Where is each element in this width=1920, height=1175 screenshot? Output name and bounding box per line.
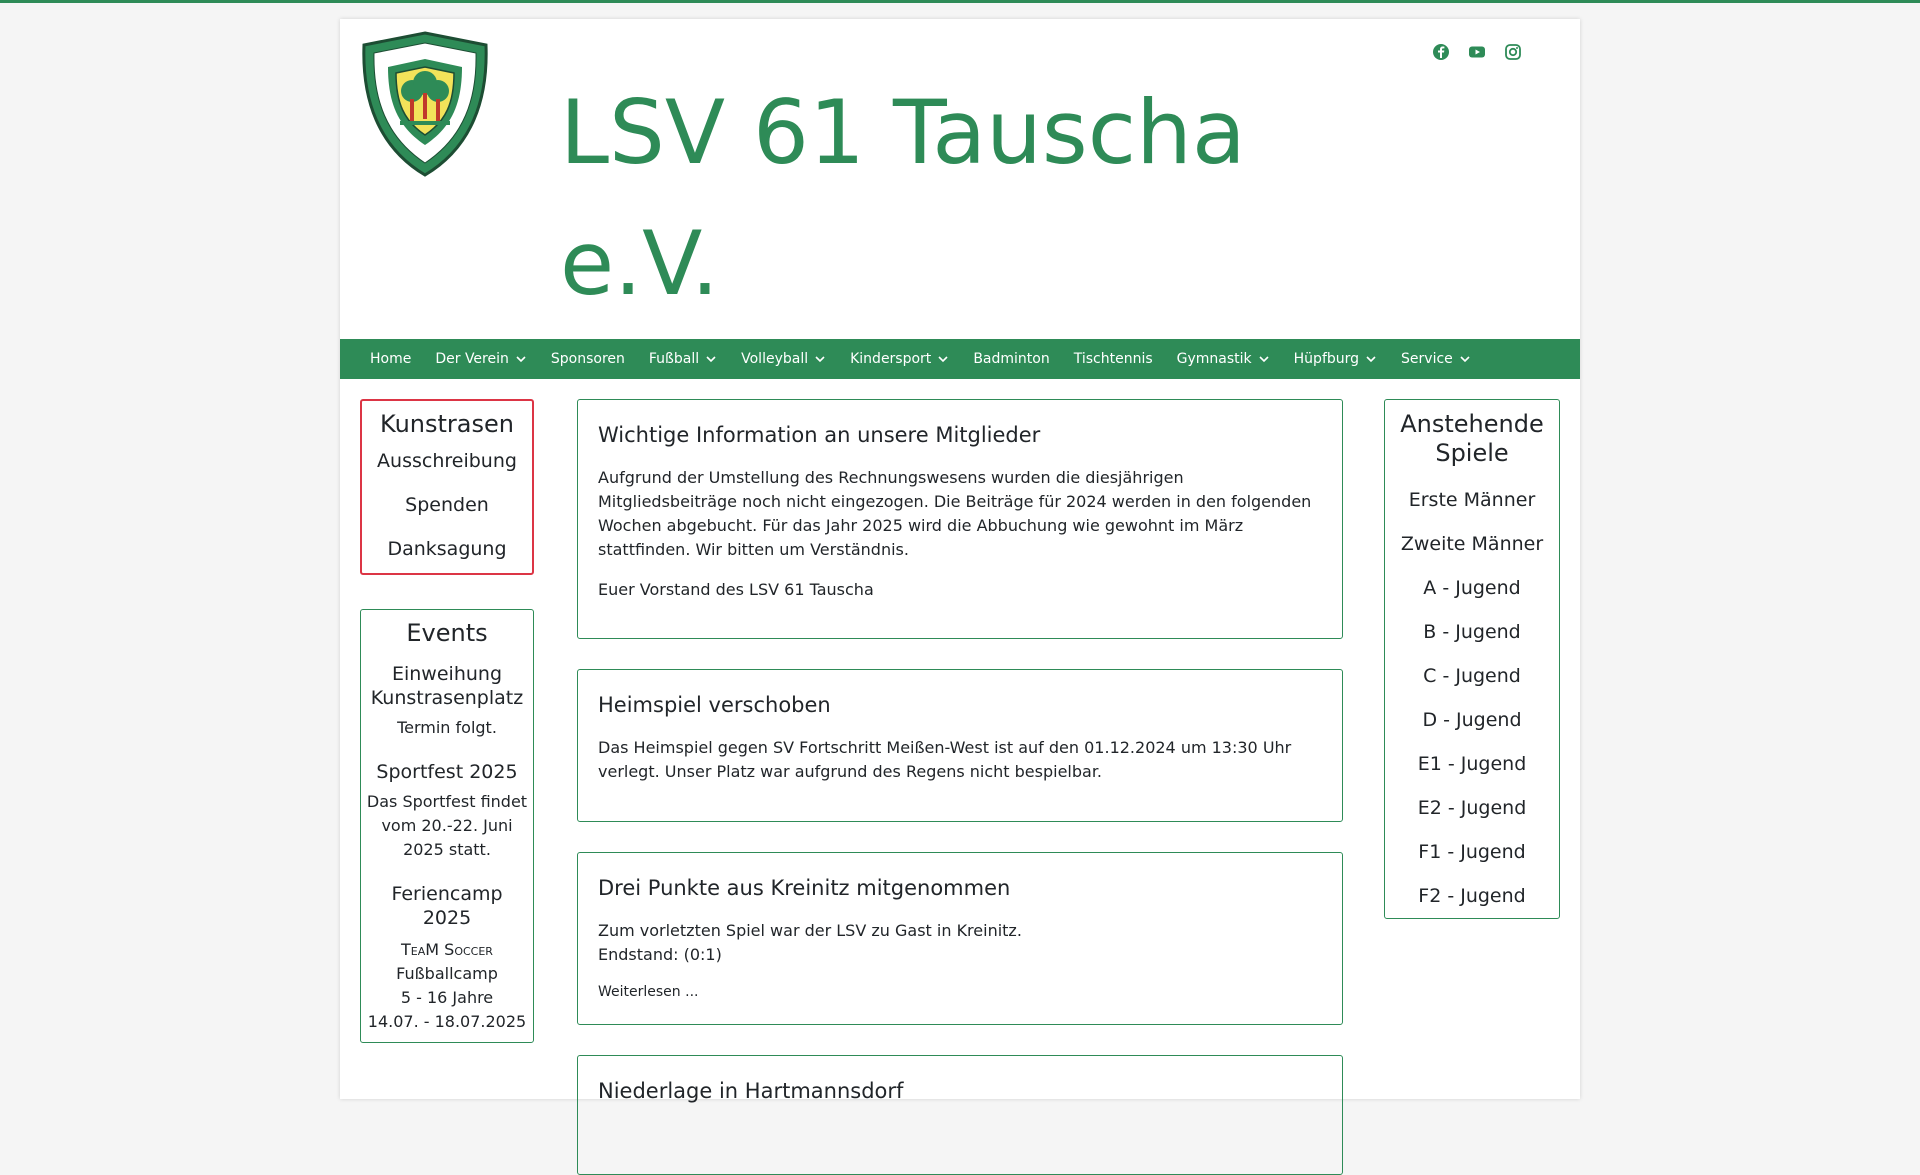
post-line: Endstand: (0:1) — [598, 945, 722, 964]
kunstrasen-link-ausschreibung[interactable]: Ausschreibung — [377, 450, 517, 472]
event-title: Sportfest 2025 — [376, 761, 518, 783]
event-text — [365, 938, 529, 1034]
nav-label: Der Verein — [435, 351, 509, 367]
youtube-icon[interactable] — [1468, 43, 1486, 61]
chevron-down-icon — [515, 353, 527, 365]
event-title: Feriencamp 2025 — [391, 883, 503, 929]
chevron-down-icon — [814, 353, 826, 365]
kunstrasen-link-spenden[interactable]: Spenden — [405, 494, 489, 516]
team-link[interactable]: E1 - Jugend — [1417, 753, 1527, 775]
post-title[interactable]: Wichtige Information an unsere Mitglieder — [598, 423, 1041, 447]
chevron-down-icon — [1459, 353, 1471, 365]
post-card — [577, 1055, 1343, 1175]
post-card — [577, 852, 1343, 1025]
nav-label: Kindersport — [850, 351, 932, 367]
team-link[interactable]: D - Jugend — [1422, 709, 1522, 731]
nav-label: Hüpfburg — [1293, 351, 1360, 367]
social-links — [1432, 43, 1522, 61]
post-line: Zum vorletzten Spiel war der LSV zu Gast in Kreinitz. — [598, 921, 1022, 940]
nav-home[interactable] — [358, 339, 423, 379]
kunstrasen-box — [360, 399, 534, 575]
nav-gymnastik[interactable] — [1165, 339, 1282, 379]
post-card — [577, 669, 1343, 822]
upcoming-games-box — [1384, 399, 1560, 919]
chevron-down-icon — [1258, 353, 1270, 365]
kunstrasen-title: Kunstrasen — [380, 410, 514, 438]
nav-label: Home — [370, 351, 412, 367]
nav-service[interactable] — [1389, 339, 1483, 379]
events-title: Events — [406, 619, 488, 647]
chevron-down-icon — [705, 353, 717, 365]
facebook-icon[interactable] — [1432, 43, 1450, 61]
nav-badminton[interactable] — [961, 339, 1061, 379]
upcoming-games-title: Anstehende Spiele — [1400, 410, 1544, 467]
kunstrasen-link-danksagung[interactable]: Danksagung — [387, 538, 507, 560]
team-link[interactable]: C - Jugend — [1423, 665, 1521, 687]
event-text-line: 14.07. - 18.07.2025 — [367, 1012, 527, 1031]
nav-fussball[interactable] — [637, 339, 729, 379]
site-header — [340, 19, 1580, 339]
team-link[interactable]: Zweite Männer — [1400, 533, 1544, 555]
post-title[interactable]: Niederlage in Hartmannsdorf — [598, 1079, 904, 1103]
nav-tischtennis[interactable] — [1062, 339, 1165, 379]
nav-label: Gymnastik — [1176, 351, 1252, 367]
site-title[interactable]: LSV 61 Tauscha e.V. — [560, 81, 1246, 315]
post-title[interactable]: Drei Punkte aus Kreinitz mitgenommen — [598, 876, 1011, 900]
club-crest-icon — [354, 29, 496, 179]
event-text: Das Sportfest findet vom 20.-22. Juni 2025 statt. — [366, 792, 528, 859]
instagram-icon[interactable] — [1504, 43, 1522, 61]
team-link[interactable]: B - Jugend — [1423, 621, 1521, 643]
event-text: Termin folgt. — [397, 718, 497, 737]
event-text-line: 5 - 16 Jahre — [400, 988, 494, 1007]
team-link[interactable]: Erste Männer — [1408, 489, 1536, 511]
nav-label: Volleyball — [741, 351, 809, 367]
club-logo[interactable] — [354, 29, 496, 179]
nav-label: Sponsoren — [550, 351, 625, 367]
page-container — [340, 19, 1580, 1103]
nav-label: Tischtennis — [1073, 351, 1153, 367]
nav-huepfburg[interactable] — [1282, 339, 1389, 379]
team-link[interactable]: F2 - Jugend — [1418, 885, 1526, 907]
team-link[interactable]: A - Jugend — [1423, 577, 1521, 599]
nav-label: Service — [1401, 351, 1453, 367]
chevron-down-icon — [1365, 353, 1377, 365]
nav-label: Fußball — [648, 351, 700, 367]
post-card — [577, 399, 1343, 639]
event-title: Einweihung Kunstrasenplatz — [370, 663, 524, 709]
post-title[interactable]: Heimspiel verschoben — [598, 693, 831, 717]
event-text-line: TeaM Soccer — [401, 940, 493, 959]
team-link[interactable]: F1 - Jugend — [1418, 841, 1526, 863]
nav-label: Badminton — [973, 351, 1050, 367]
post-text: Euer Vorstand des LSV 61 Tauscha — [598, 580, 874, 599]
team-link[interactable]: E2 - Jugend — [1417, 797, 1527, 819]
post-text — [598, 919, 1322, 967]
post-text: Aufgrund der Umstellung des Rechnungswesens wurden die diesjährigen Mitgliedsbeiträge noch nicht eingezogen. Die Beiträge für 2024 werden in den folgenden Wochen abgebucht. Für das Jahr 2025 wird die Abbuchung wie gewohnt im März stattfinden. Wir bitten um Verständnis. — [598, 468, 1312, 559]
chevron-down-icon — [937, 353, 949, 365]
read-more-link[interactable]: Weiterlesen ... — [598, 984, 699, 1000]
events-box — [360, 609, 534, 1043]
nav-sponsoren[interactable] — [539, 339, 637, 379]
event-text-line: Fußballcamp — [396, 964, 498, 983]
post-text: Das Heimspiel gegen SV Fortschritt Meißen-West ist auf den 01.12.2024 um 13:30 Uhr verlegt. Unser Platz war aufgrund des Regens nicht bespielbar. — [598, 738, 1292, 781]
nav-volleyball[interactable] — [729, 339, 838, 379]
main-navigation — [340, 339, 1580, 379]
nav-der-verein[interactable] — [423, 339, 539, 379]
nav-kindersport[interactable] — [838, 339, 961, 379]
